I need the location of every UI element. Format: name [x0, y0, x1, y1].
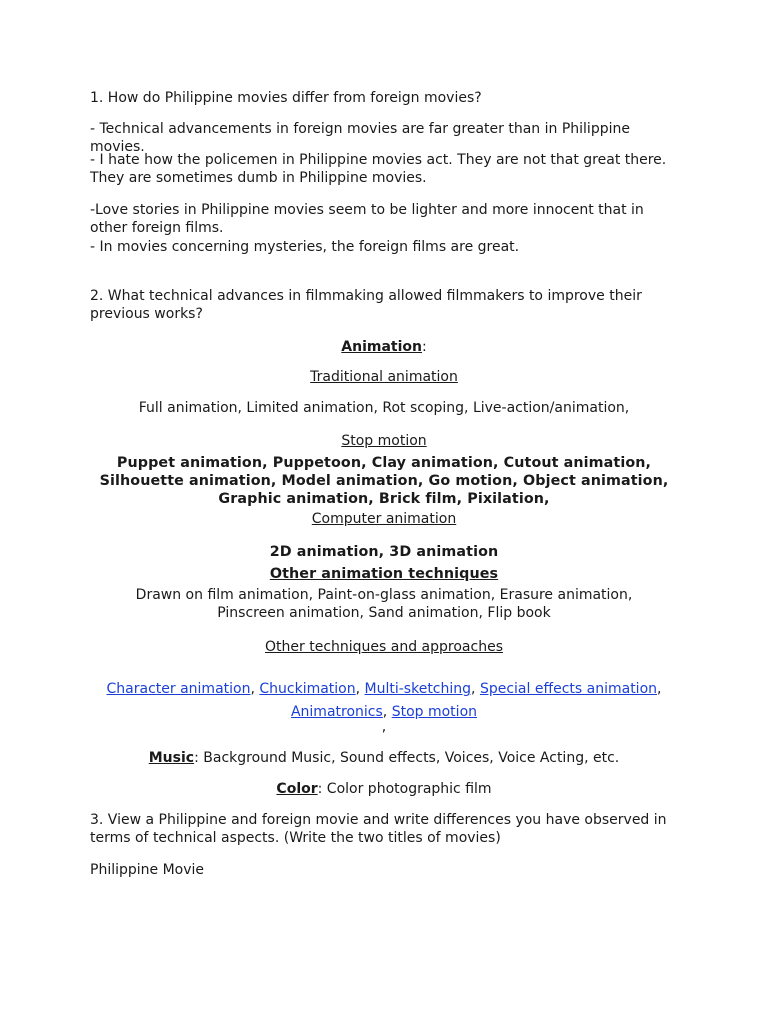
computer-animation-heading: Computer animation [311, 511, 457, 527]
link-character-animation[interactable]: Character animation [106, 681, 251, 697]
stop-motion-heading: Stop motion [341, 433, 427, 449]
link-special-effects-animation[interactable]: Special effects animation [479, 681, 658, 697]
traditional-animation-heading: Traditional animation [310, 369, 458, 385]
music-line [84, 749, 684, 767]
other-approaches-heading: Other techniques and approaches [265, 639, 503, 655]
stop-motion-list: Puppet animation, Puppetoon, Clay animation, Cutout animation, Silhouette animation, Model animation, Go motion, Object animation, Graphic animation, Brick film, Pixilation, [99, 455, 669, 507]
link-separator: , [382, 704, 392, 720]
answer-1-love-stories: -Love stories in Philippine movies seem to be lighter and more innocent that in other foreign films. [90, 202, 644, 236]
other-animation-list: Drawn on film animation, Paint-on-glass animation, Erasure animation, Pinscreen animation, Sand animation, Flip book [135, 587, 633, 621]
link-separator: , [657, 681, 662, 697]
color-text: : Color photographic film [317, 781, 492, 797]
links-trailing-comma: , [381, 719, 387, 735]
color-label: Color [276, 781, 318, 797]
computer-animation-list: 2D animation, 3D animation [269, 544, 499, 560]
link-chuckimation[interactable]: Chuckimation [259, 681, 356, 697]
link-separator: , [471, 681, 480, 697]
link-multi-sketching[interactable]: Multi-sketching [364, 681, 472, 697]
question-3: 3. View a Philippine and foreign movie and write differences you have observed in terms of technical aspects. (Write the two titles of movies) [90, 812, 667, 846]
answer-1-technical: - Technical advancements in foreign movies are far greater than in Philippine movies. [90, 121, 630, 155]
question-2: 2. What technical advances in filmmaking allowed filmmakers to improve their previous works? [90, 288, 642, 322]
animation-heading-colon: : [422, 339, 427, 355]
color-line [84, 780, 684, 798]
other-animation-heading: Other animation techniques [269, 566, 499, 582]
link-separator: , [355, 681, 365, 697]
link-animatronics[interactable]: Animatronics [290, 704, 383, 720]
question-1: 1. How do Philippine movies differ from foreign movies? [90, 90, 482, 106]
answer-1-mysteries: - In movies concerning mysteries, the foreign films are great. [90, 239, 520, 255]
link-stop-motion[interactable]: Stop motion [391, 704, 478, 720]
traditional-animation-list: Full animation, Limited animation, Rot scoping, Live-action/animation, [138, 400, 630, 416]
philippine-movie-label: Philippine Movie [90, 862, 205, 878]
answer-1-policemen: - I hate how the policemen in Philippine movies act. They are not that great there. They are sometimes dumb in Philippine movies. [90, 152, 667, 186]
link-separator: , [250, 681, 260, 697]
animation-heading-line [84, 338, 684, 356]
animation-heading: Animation [341, 339, 422, 355]
music-label: Music [148, 750, 195, 766]
music-text: : Background Music, Sound effects, Voices, Voice Acting, etc. [194, 750, 620, 766]
